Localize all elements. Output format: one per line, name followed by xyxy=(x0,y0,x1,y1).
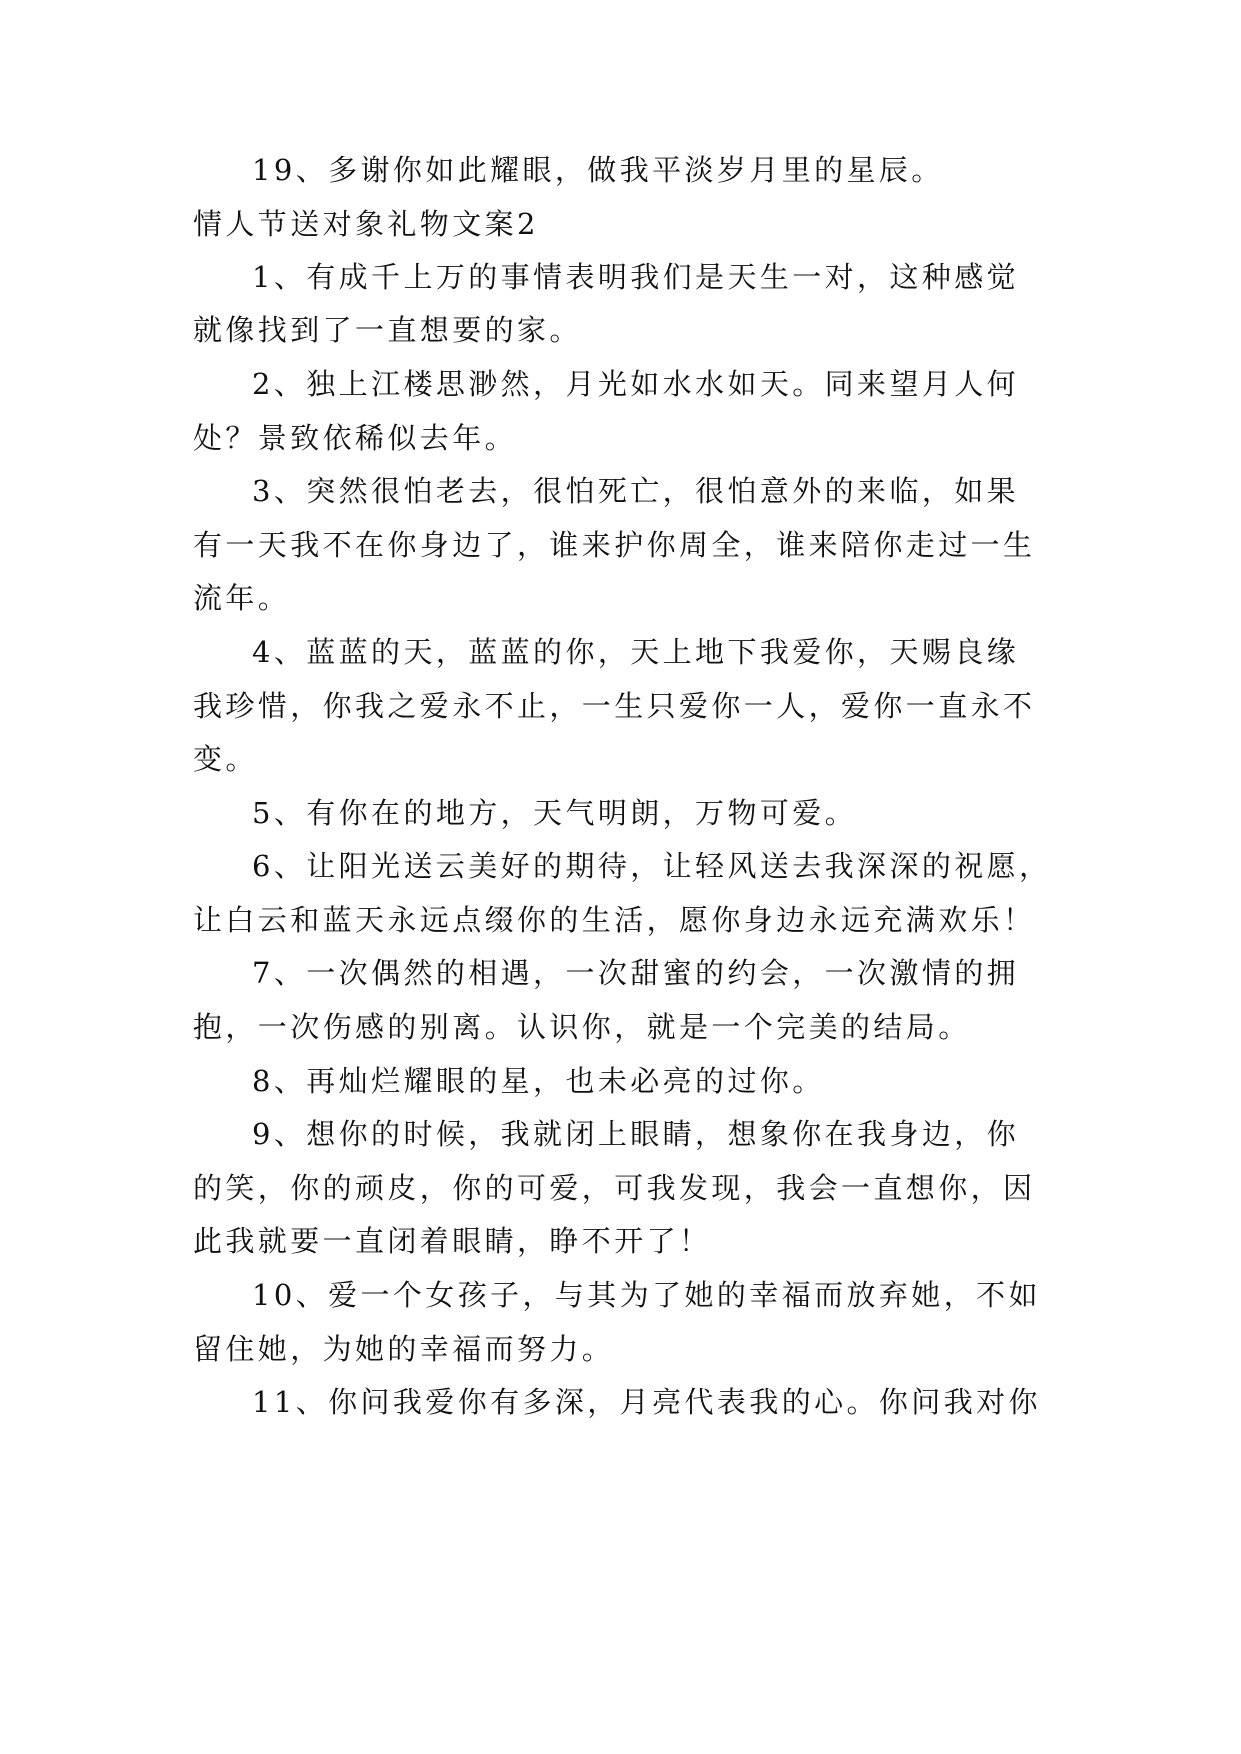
text-line: 让白云和蓝天永远点缀你的生活，愿你身边永远充满欢乐！ xyxy=(193,903,1036,937)
text-line: 抱，一次伤感的别离。认识你，就是一个完美的结局。 xyxy=(193,1010,971,1044)
section-heading: 情人节送对象礼物文案2 xyxy=(193,207,539,241)
text-line-item-19: 19、多谢你如此耀眼，做我平淡岁月里的星辰。 xyxy=(252,153,944,187)
text-line-item-2: 2、独上江楼思渺然，月光如水水如天。同来望月人何 xyxy=(252,367,1020,401)
text-line: 流年。 xyxy=(193,581,291,615)
text-line: 的笑，你的顽皮，你的可爱，可我发现，我会一直想你，因 xyxy=(193,1171,1036,1205)
text-line: 处？景致依稀似去年。 xyxy=(193,421,518,455)
text-line: 我珍惜，你我之爱永不止，一生只爱你一人，爱你一直永不 xyxy=(193,689,1036,723)
text-line: 留住她，为她的幸福而努力。 xyxy=(193,1332,615,1366)
text-line-item-5: 5、有你在的地方，天气明朗，万物可爱。 xyxy=(252,796,858,830)
text-line-item-6: 6、让阳光送云美好的期待，让轻风送去我深深的祝愿， xyxy=(252,849,1052,883)
text-line: 此我就要一直闭着眼睛，睁不开了！ xyxy=(193,1224,712,1258)
text-line: 有一天我不在你身边了，谁来护你周全，谁来陪你走过一生 xyxy=(193,528,1036,562)
text-line-item-3: 3、突然很怕老去，很怕死亡，很怕意外的来临，如果 xyxy=(252,474,1020,508)
text-line: 就像找到了一直想要的家。 xyxy=(193,313,582,347)
text-line-item-7: 7、一次偶然的相遇，一次甜蜜的约会，一次激情的拥 xyxy=(252,956,1020,990)
text-line-item-4: 4、蓝蓝的天，蓝蓝的你，天上地下我爱你，天赐良缘 xyxy=(252,635,1020,669)
text-line-item-9: 9、想你的时候，我就闭上眼睛，想象你在我身边，你 xyxy=(252,1117,1020,1151)
text-line-item-10: 10、爱一个女孩子，与其为了她的幸福而放弃她，不如 xyxy=(252,1278,1041,1312)
text-line-item-8: 8、再灿烂耀眼的星，也未必亮的过你。 xyxy=(252,1064,825,1098)
text-line-item-1: 1、有成千上万的事情表明我们是天生一对，这种感觉 xyxy=(252,260,1020,294)
text-line: 变。 xyxy=(193,742,258,776)
text-line-item-11: 11、你问我爱你有多深，月亮代表我的心。你问我对你 xyxy=(252,1385,1041,1419)
